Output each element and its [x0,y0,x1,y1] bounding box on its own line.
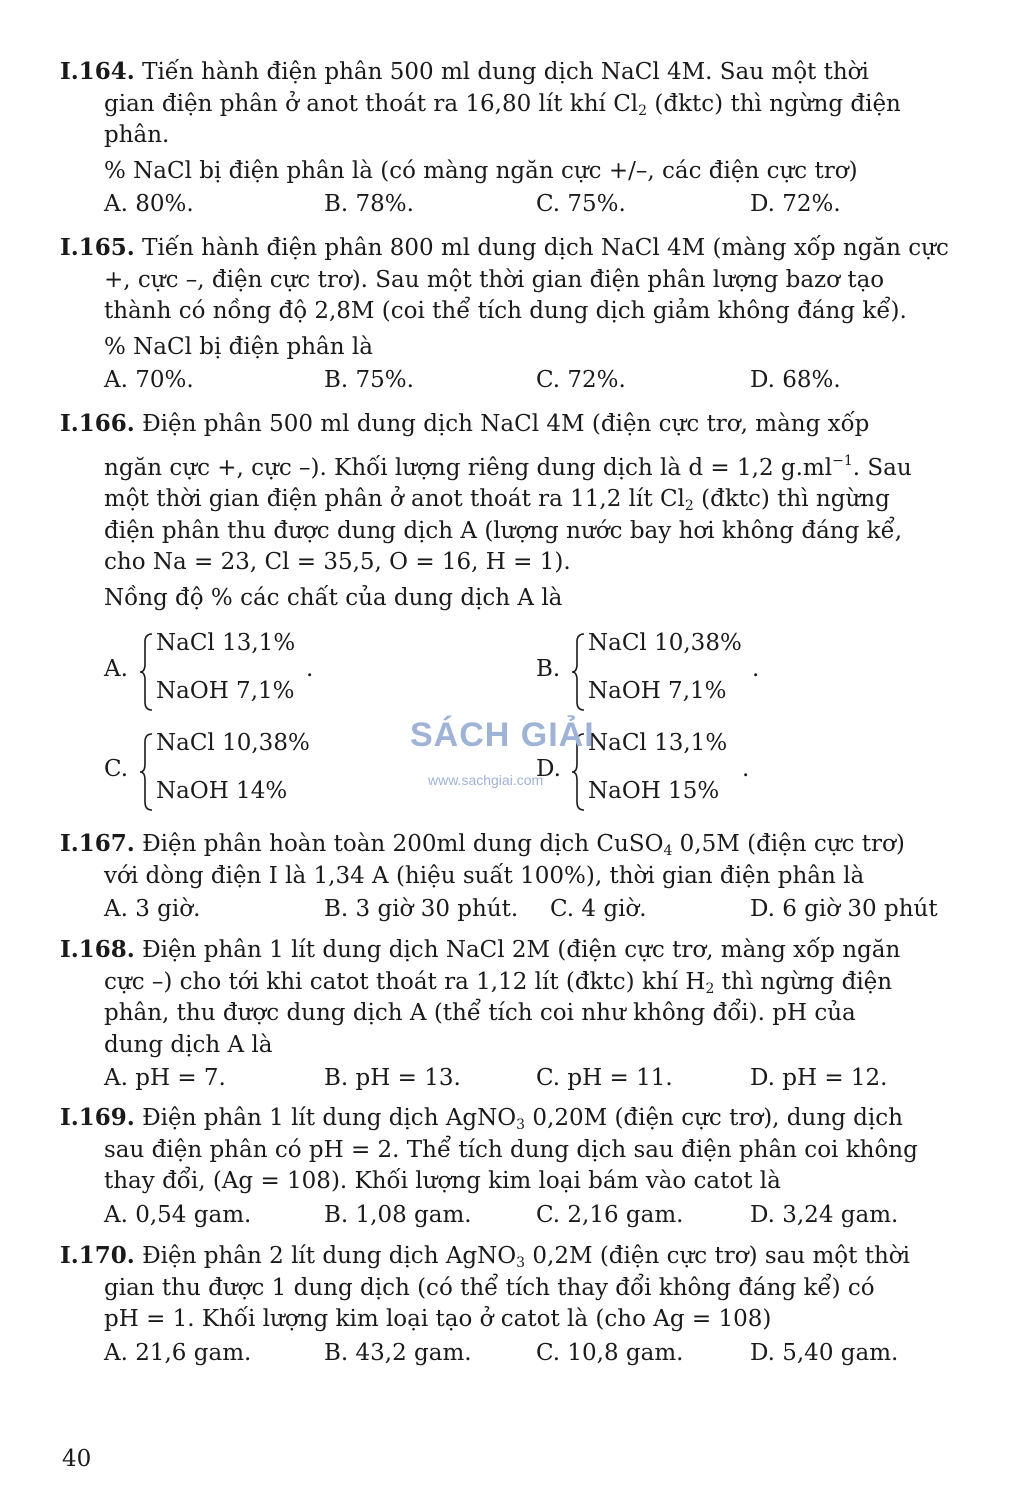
choice-a[interactable]: A. 70%. [104,367,194,393]
choice-a[interactable]: A. pH = 7. [104,1065,226,1091]
watermark-brand: SÁCH GIẢI [410,716,595,754]
question-164: I.164. Tiến hành điện phân 500 ml dung dịch NaCl 4M. Sau một thời gian điện phân ở anot thoát ra 16,80 lít khí $Cl_2$ (đktc) thì ngừng điện phân. % NaCl bị điện phân là (có màng ngăn cực +/–, các điện cực trơ) A. 80%. B. 78%. C. 75%. D. 72%. [60,56,980,221]
choice-b[interactable]: B. pH = 13. [324,1065,461,1091]
question-number: I.165. [60,234,135,261]
answer-choices [60,1336,980,1370]
watermark [410,716,640,796]
choice-d[interactable]: D. 3,24 gam. [750,1201,899,1228]
choice-b[interactable]: B. 43,2 gam. [324,1339,472,1366]
question-168: I.168. Điện phân 1 lít dung dịch NaCl 2M (điện cực trơ, màng xốp ngăn cực –) cho tới khi catot thoát ra 1,12 lít (đktc) khí $H_2$ thì ngừng điện phân, thu được dung dịch A (thể tích coi như không đổi). pH của dung dịch A là A. pH = 7. B. pH = 13. C. pH = 11. D. pH = 12. [60,934,980,1095]
choice-c[interactable]: C. pH = 11. [536,1065,673,1091]
question-169: I.169. Điện phân 1 lít dung dịch AgNO$_3$ 0,20M (điện cực trơ), dung dịch sau điện phân có pH = 2. Thể tích dung dịch sau điện phân coi không thay đổi, (Ag = 108). Khối lượng kim loại bám vào catot là A. 0,54 gam. B. 1,08 gam. C. 2,16 gam. D. 3,24 gam. [60,1102,980,1232]
choice-c[interactable]: C. 72%. [536,367,626,393]
question-number: I.170. [60,1242,135,1269]
choice-d[interactable]: D. 68%. [750,367,841,393]
choice-a[interactable]: A. 0,54 gam. [104,1201,252,1228]
left-brace-icon [140,632,154,712]
choice-d[interactable]: D. 6 giờ 30 phút [750,896,938,922]
choice-c[interactable]: C. 2,16 gam. [536,1201,684,1228]
question-167-stem: I.167. Điện phân hoàn toàn 200ml dung dịch CuSO$_4$ 0,5M (điện cực trơ) [60,830,905,859]
choice-d[interactable]: D. 5,40 gam. [750,1339,899,1366]
question-170: I.170. Điện phân 2 lít dung dịch AgNO$_3$ 0,2M (điện cực trơ) sau một thời gian thu được 1 dung dịch (có thể tích thay đổi không đáng kể) có pH = 1. Khối lượng kim loại tạo ở catot là (cho Ag = 108) A. 21,6 gam. B. 43,2 gam. C. 10,8 gam. D. 5,40 gam. [60,1240,980,1370]
left-brace-icon [572,632,586,712]
choice-a[interactable]: A. 80%. [104,191,194,217]
answer-choices [60,363,980,397]
question-168-stem: I.168. Điện phân 1 lít dung dịch NaCl 2M (điện cực trơ, màng xốp ngăn [60,936,901,963]
answer-choices [60,892,980,926]
question-number: I.167. [60,830,135,857]
question-166-stem: I.166. Điện phân 500 ml dung dịch NaCl 4M (điện cực trơ, màng xốp [60,410,870,437]
choice-c[interactable]: C. 10,8 gam. [536,1339,684,1366]
watermark-url: www.sachgiai.com [428,772,544,788]
book-page: I.164. Tiến hành điện phân 500 ml dung dịch NaCl 4M. Sau một thời gian điện phân ở anot thoát ra 16,80 lít khí $Cl_2$ (đktc) thì ngừng điện phân. % NaCl bị điện phân là (có màng ngăn cực +/–, các điện cực trơ) A. 80%. B. 78%. C. 75%. D. 72%. I.165. Tiến hành điện phân 800 ml dung dịch NaCl 4M (màng xốp ngăn cực +, cực –, điện cực trơ). Sau một thời gian điện phân lượng bazơ tạo thành có nồng độ 2,8M (coi thể tích dung dịch giảm không đáng kể). % NaCl bị điện phân là A. 70%. B. 75%. C. 72%. D. 68%. I.166. Điện phân 500 ml dung dịch NaCl 4M (điện cực trơ, màng xốp ngăn cực +, cực –). Khối lượng riêng dung dịch là d = 1,2 $g.ml^{-1}$. Sau một thời gian điện phân ở anot thoát ra 11,2 lít $Cl_2$ (đktc) thì ngừng điện phân thu được dung dịch A (lượng nước bay hơi không đáng kể, cho Na = 23, Cl = 35,5, O = 16, H = 1). Nồng độ % các chất của dung dịch A là A. NaCl 13,1% NaOH 7,1% . B. NaCl 10,38% NaOH 7,1% . C. NaCl 10,38% NaOH 14% D. NaCl 13,1% NaOH 15% . SÁCH GIẢI www.sachgiai.com I.167. Điện phân hoàn toàn 200ml dung dịch CuSO$_4$ 0,5M (điện cực trơ) với dòng điện I là 1,34 A (hiệu suất 100%), thời gian điện phân là A. 3 giờ. B. 3 giờ 30 phút. C. 4 giờ. D. 6 giờ 30 phút I.168. Điện phân 1 lít dung dịch NaCl 2M (điện cực trơ, màng xốp ngăn cực –) cho tới khi catot thoát ra 1,12 lít (đktc) khí $H_2$ thì ngừng điện phân, thu được dung dịch A (thể tích coi như không đổi). pH của dung dịch A là A. pH = 7. B. pH = 13. C. pH = 11. D. pH = 12. I.169. Điện phân 1 lít dung dịch AgNO$_3$ 0,20M (điện cực trơ), dung dịch sau điện phân có pH = 2. Thể tích dung dịch sau điện phân coi không thay đổi, (Ag = 108). Khối lượng kim loại bám vào catot là A. 0,54 gam. B. 1,08 gam. C. 2,16 gam. D. 3,24 gam. I.170. Điện phân 2 lít dung dịch AgNO$_3$ 0,2M (điện cực trơ) sau một thời gian thu được 1 dung dịch (có thể tích thay đổi không đáng kể) có pH = 1. Khối lượng kim loại tạo ở catot là (cho Ag = 108) A. 21,6 gam. B. 43,2 gam. C. 10,8 gam. D. 5,40 gam. 40 [0,0,1024,1494]
question-166: I.166. Điện phân 500 ml dung dịch NaCl 4M (điện cực trơ, màng xốp ngăn cực +, cực –). Khối lượng riêng dung dịch là d = 1,2 $g.ml^{-1}$. Sau một thời gian điện phân ở anot thoát ra 11,2 lít $Cl_2$ (đktc) thì ngừng điện phân thu được dung dịch A (lượng nước bay hơi không đáng kể, cho Na = 23, Cl = 35,5, O = 16, H = 1). Nồng độ % các chất của dung dịch A là [60,408,980,614]
question-prompt: % NaCl bị điện phân là [104,333,373,360]
answer-choices [60,187,980,221]
choice-c[interactable]: C. 75%. [536,191,626,217]
choice-d[interactable]: D. 72%. [750,191,841,217]
choice-d[interactable]: D. pH = 12. [750,1065,888,1091]
choice-b[interactable]: B. 3 giờ 30 phút. [324,896,519,922]
choice-a[interactable]: A. 21,6 gam. [104,1339,252,1366]
page-number: 40 [62,1446,92,1472]
choice-b[interactable]: B. 75%. [324,367,414,393]
answer-choices [60,1198,980,1232]
question-169-stem: I.169. Điện phân 1 lít dung dịch AgNO$_3$ 0,20M (điện cực trơ), dung dịch [60,1104,903,1133]
choice-c[interactable]: C. 4 giờ. [550,896,647,922]
question-prompt: % NaCl bị điện phân là (có màng ngăn cực +/–, các điện cực trơ) [104,157,858,184]
choice-b[interactable]: B. 78%. [324,191,414,217]
choice-b[interactable]: B. 1,08 gam. [324,1201,472,1228]
question-167: I.167. Điện phân hoàn toàn 200ml dung dịch CuSO$_4$ 0,5M (điện cực trơ) với dòng điện I là 1,34 A (hiệu suất 100%), thời gian điện phân là A. 3 giờ. B. 3 giờ 30 phút. C. 4 giờ. D. 6 giờ 30 phút [60,828,980,926]
question-number: I.168. [60,936,135,963]
question-number: I.164. [60,58,135,85]
question-170-stem: I.170. Điện phân 2 lít dung dịch AgNO$_3$ 0,2M (điện cực trơ) sau một thời [60,1242,910,1271]
choice-a[interactable]: A. 3 giờ. [104,896,201,922]
question-164-stem: I.164. Tiến hành điện phân 500 ml dung dịch NaCl 4M. Sau một thời [60,58,869,85]
question-165: I.165. Tiến hành điện phân 800 ml dung dịch NaCl 4M (màng xốp ngăn cực +, cực –, điện cực trơ). Sau một thời gian điện phân lượng bazơ tạo thành có nồng độ 2,8M (coi thể tích dung dịch giảm không đáng kể). % NaCl bị điện phân là A. 70%. B. 75%. C. 72%. D. 68%. [60,232,980,397]
answer-choices [60,1061,980,1095]
question-prompt: Nồng độ % các chất của dung dịch A là [104,584,563,611]
left-brace-icon [140,732,154,812]
question-165-stem: I.165. Tiến hành điện phân 800 ml dung dịch NaCl 4M (màng xốp ngăn cực [60,234,949,261]
question-number: I.169. [60,1104,135,1131]
question-number: I.166. [60,410,135,437]
